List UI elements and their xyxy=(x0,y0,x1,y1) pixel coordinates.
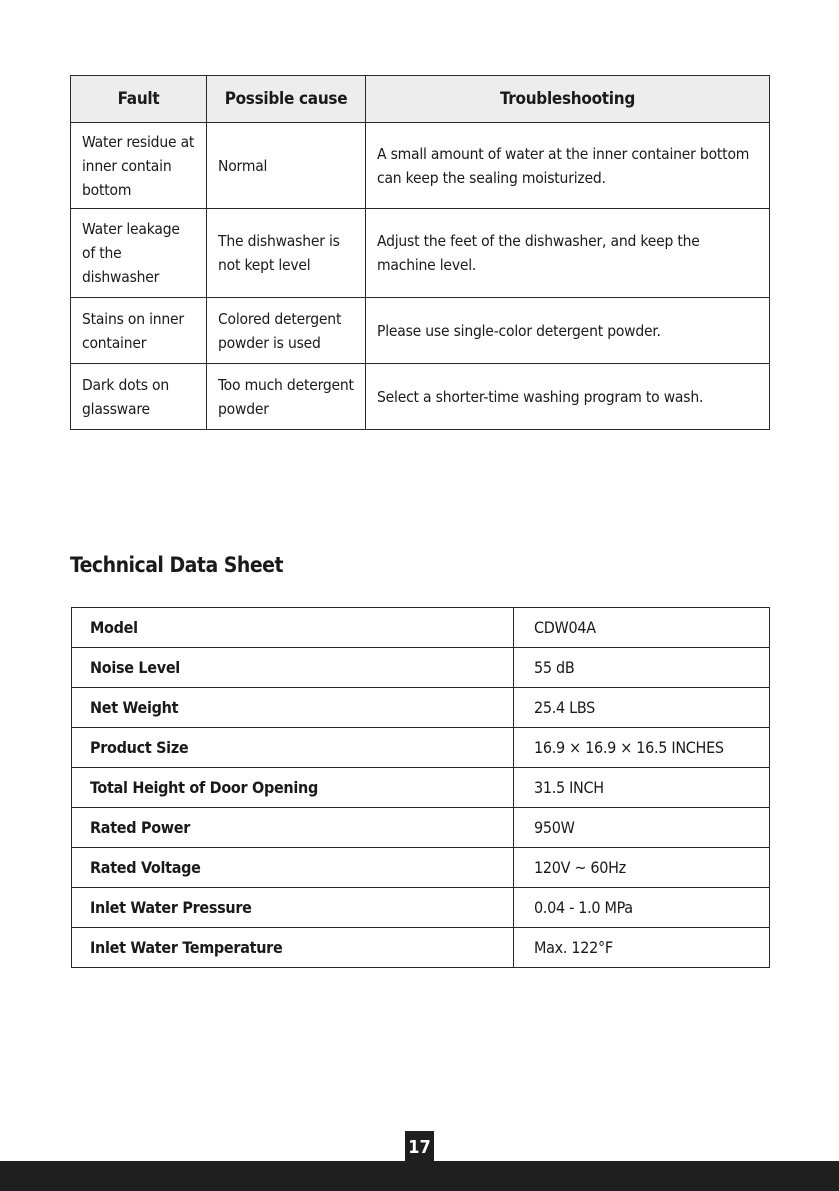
spec-row xyxy=(72,848,770,888)
spec-row xyxy=(72,688,770,728)
spec-value: CDW04A xyxy=(514,608,770,648)
spec-label: Total Height of Door Opening xyxy=(72,768,514,808)
troubleshooting-cell: Please use single-color detergent powder. xyxy=(366,298,770,364)
troubleshooting-cell: Adjust the feet of the dishwasher, and keep the machine level. xyxy=(366,209,770,298)
spec-label: Inlet Water Pressure xyxy=(72,888,514,928)
spec-label: Net Weight xyxy=(72,688,514,728)
spec-value: 950W xyxy=(514,808,770,848)
spec-row xyxy=(72,808,770,848)
spec-label: Product Size xyxy=(72,728,514,768)
spec-label: Rated Voltage xyxy=(72,848,514,888)
spec-value: 0.04 - 1.0 MPa xyxy=(514,888,770,928)
troubleshooting-cell: Select a shorter-time washing program to wash. xyxy=(366,364,770,430)
fault-cell: Water leakage of the dishwasher xyxy=(71,209,207,298)
header-fault: Fault xyxy=(71,76,207,123)
cause-cell: Colored detergent powder is used xyxy=(207,298,366,364)
fault-cell: Stains on inner container xyxy=(71,298,207,364)
cause-cell: Too much detergent powder xyxy=(207,364,366,430)
spec-value: 31.5 INCH xyxy=(514,768,770,808)
table-row xyxy=(71,298,770,364)
technical-data-table xyxy=(71,607,770,968)
cause-cell: Normal xyxy=(207,123,366,209)
table-row xyxy=(71,209,770,298)
cause-cell: The dishwasher is not kept level xyxy=(207,209,366,298)
spec-label: Model xyxy=(72,608,514,648)
table-row xyxy=(71,123,770,209)
spec-label: Noise Level xyxy=(72,648,514,688)
spec-value: Max. 122°F xyxy=(514,928,770,968)
spec-label: Inlet Water Temperature xyxy=(72,928,514,968)
spec-value: 16.9 × 16.9 × 16.5 INCHES xyxy=(514,728,770,768)
fault-table xyxy=(70,75,770,430)
spec-label: Rated Power xyxy=(72,808,514,848)
spec-value: 120V ~ 60Hz xyxy=(514,848,770,888)
spec-row xyxy=(72,768,770,808)
footer-bar xyxy=(0,1161,839,1191)
fault-cell: Dark dots on glassware xyxy=(71,364,207,430)
spec-value: 25.4 LBS xyxy=(514,688,770,728)
section-title: Technical Data Sheet xyxy=(70,553,283,577)
spec-row xyxy=(72,608,770,648)
spec-row xyxy=(72,928,770,968)
spec-row xyxy=(72,888,770,928)
fault-table-header xyxy=(71,76,770,123)
header-troubleshooting: Troubleshooting xyxy=(366,76,770,123)
spec-value: 55 dB xyxy=(514,648,770,688)
spec-row xyxy=(72,648,770,688)
fault-cell: Water residue at inner contain bottom xyxy=(71,123,207,209)
troubleshooting-cell: A small amount of water at the inner container bottom can keep the sealing moisturized. xyxy=(366,123,770,209)
header-possible-cause: Possible cause xyxy=(207,76,366,123)
table-row xyxy=(71,364,770,430)
page-number: 17 xyxy=(405,1131,434,1164)
spec-row xyxy=(72,728,770,768)
